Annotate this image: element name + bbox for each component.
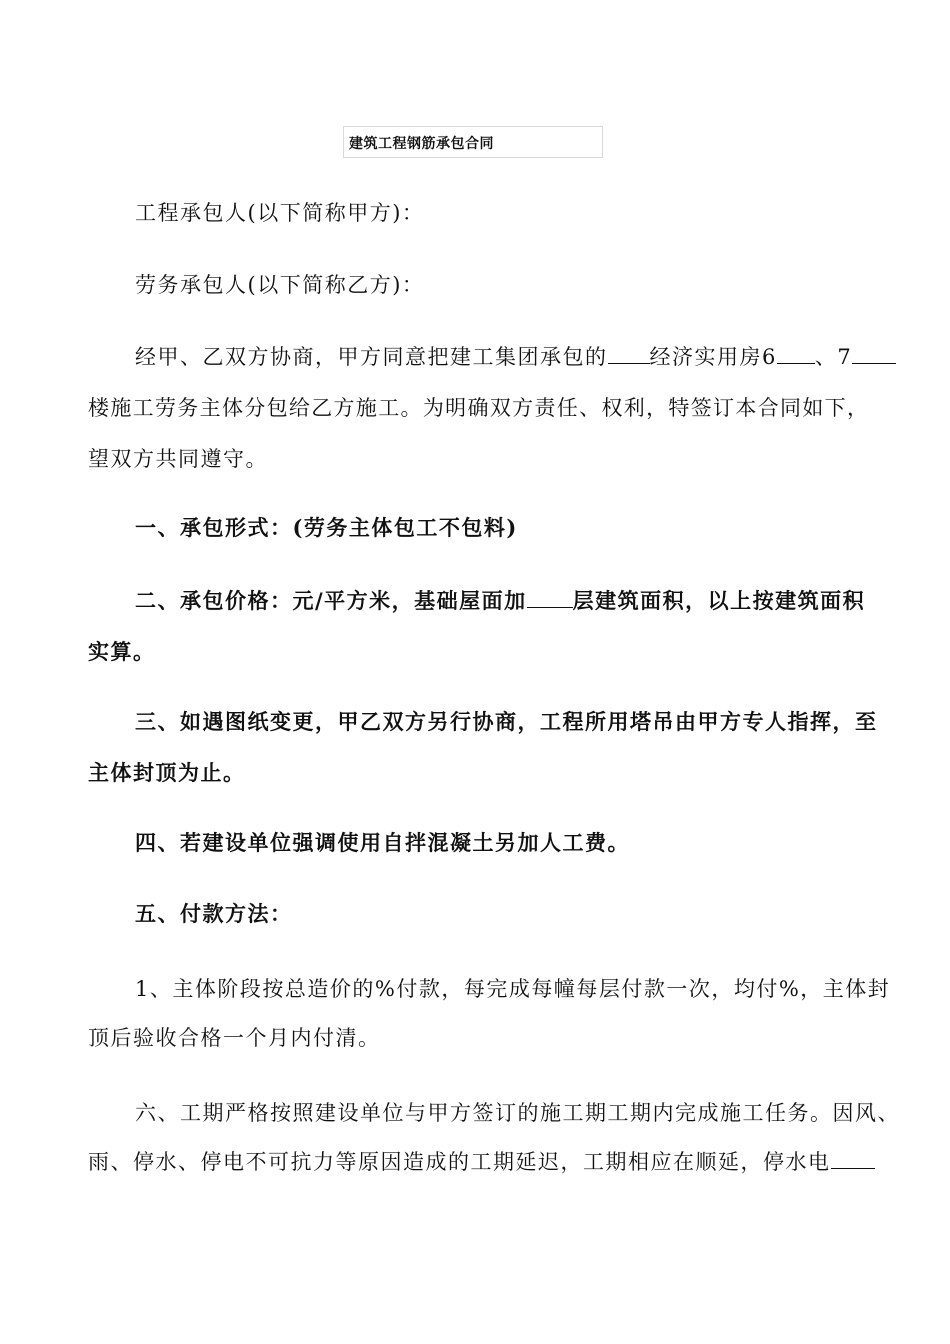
intro-line-1: [135, 342, 896, 372]
party-b-line: 劳务承包人(以下简称乙方)：: [135, 273, 425, 297]
section-2-line-2: 实算。: [88, 639, 156, 664]
payment-item-1-line-2: 顶后验收合格一个月内付清。: [88, 1026, 381, 1050]
section-3-line-1: 三、如遇图纸变更，甲乙双方另行协商，工程所用塔吊由甲方专人指挥，至: [135, 709, 878, 734]
section-4: 四、若建设单位强调使用自拌混凝土另加人工费。: [135, 830, 630, 855]
section-6-line-2: [88, 1147, 875, 1177]
blank-field: [608, 343, 650, 364]
intro-text-1a: 经甲、乙双方协商，甲方同意把建工集团承包的: [135, 345, 608, 369]
section-2-text-a: 二、承包价格：元/平方米，基础屋面加: [135, 588, 527, 613]
section-6-text-2: 雨、停水、停电不可抗力等原因造成的工期延迟，工期相应在顺延，停水电: [88, 1150, 831, 1174]
section-3-line-2: 主体封顶为止。: [88, 760, 246, 785]
title-box: [343, 126, 603, 158]
blank-field: [527, 587, 573, 608]
blank-field: [777, 343, 815, 364]
section-2-line-1: [135, 586, 865, 616]
section-5: 五、付款方法：: [135, 901, 293, 926]
intro-text-1b: 经济实用房6: [649, 345, 777, 369]
section-6-line-1: 六、工期严格按照建设单位与甲方签订的施工期工期内完成施工任务。因风、: [135, 1101, 900, 1125]
document-title: 建筑工程钢筋承包合同: [349, 136, 494, 152]
intro-line-2: 楼施工劳务主体分包给乙方施工。为明确双方责任、权利，特签订本合同如下，: [88, 396, 868, 420]
blank-field: [852, 343, 896, 364]
intro-text-1c: 、7: [814, 345, 853, 369]
party-a-line: 工程承包人(以下简称甲方)：: [135, 201, 425, 225]
intro-line-3: 望双方共同遵守。: [88, 447, 268, 471]
blank-field: [831, 1148, 875, 1169]
payment-item-1-line-1: 1、主体阶段按总造价的%付款，每完成每幢每层付款一次，均付%，主体封: [135, 977, 891, 1001]
section-1: 一、承包形式：(劳务主体包工不包料): [135, 515, 518, 540]
section-2-text-b: 层建筑面积，以上按建筑面积: [572, 588, 866, 613]
